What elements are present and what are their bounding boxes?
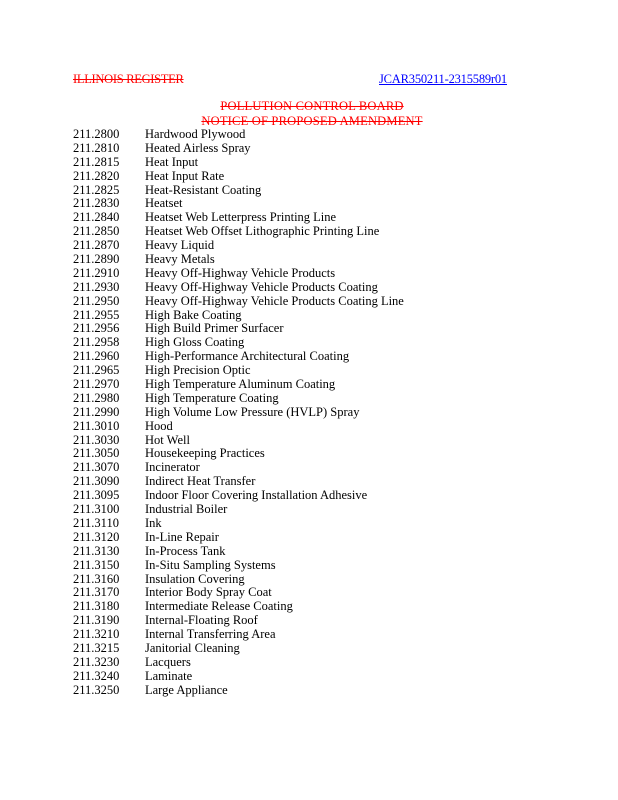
section-number: 211.2850 xyxy=(73,224,120,239)
section-term: Hood xyxy=(145,418,173,433)
list-item xyxy=(73,475,404,489)
section-term: Indoor Floor Covering Installation Adhesive xyxy=(145,488,368,503)
section-number: 211.2840 xyxy=(73,210,120,225)
list-item xyxy=(73,656,404,670)
list-item xyxy=(73,684,404,698)
section-number: 211.3110 xyxy=(73,515,119,530)
section-number: 211.2815 xyxy=(73,154,120,169)
list-item xyxy=(73,281,404,295)
section-number: 211.2956 xyxy=(73,321,120,336)
section-number: 211.3250 xyxy=(73,682,120,697)
section-term: Incinerator xyxy=(145,460,200,475)
section-number: 211.2958 xyxy=(73,335,120,350)
list-item xyxy=(73,336,404,350)
section-term: High Temperature Coating xyxy=(145,390,279,405)
section-number: 211.2950 xyxy=(73,293,120,308)
section-term: Heated Airless Spray xyxy=(145,140,251,155)
section-term: Indirect Heat Transfer xyxy=(145,474,256,489)
section-number: 211.2810 xyxy=(73,140,120,155)
section-term: High Gloss Coating xyxy=(145,335,245,350)
section-number: 211.3180 xyxy=(73,599,120,614)
section-term: Heavy Off-Highway Vehicle Products Coating Line xyxy=(145,293,404,308)
section-number: 211.3095 xyxy=(73,488,120,503)
section-number: 211.3230 xyxy=(73,654,120,669)
section-number: 211.3090 xyxy=(73,474,120,489)
section-number: 211.2825 xyxy=(73,182,120,197)
list-item xyxy=(73,211,404,225)
list-item xyxy=(73,559,404,573)
list-item xyxy=(73,614,404,628)
list-item xyxy=(73,420,404,434)
list-item xyxy=(73,364,404,378)
list-item xyxy=(73,461,404,475)
section-term: Ink xyxy=(145,515,162,530)
section-term: High Build Primer Surfacer xyxy=(145,321,284,336)
section-term: In-Line Repair xyxy=(145,529,219,544)
section-list xyxy=(73,128,404,698)
section-term: Industrial Boiler xyxy=(145,502,228,517)
list-item xyxy=(73,253,404,267)
list-item xyxy=(73,503,404,517)
list-item xyxy=(73,642,404,656)
section-term: Heavy Liquid xyxy=(145,238,215,253)
section-number: 211.3050 xyxy=(73,446,120,461)
list-item xyxy=(73,489,404,503)
list-item xyxy=(73,295,404,309)
section-term: In-Process Tank xyxy=(145,543,226,558)
list-item xyxy=(73,197,404,211)
section-number: 211.3215 xyxy=(73,640,120,655)
board-title: POLLUTION CONTROL BOARD xyxy=(220,99,404,113)
section-term: Heatset Web Letterpress Printing Line xyxy=(145,210,337,225)
section-number: 211.2965 xyxy=(73,363,120,378)
list-item xyxy=(73,378,404,392)
list-item xyxy=(73,322,404,336)
section-number: 211.2990 xyxy=(73,404,120,419)
list-item xyxy=(73,156,404,170)
list-item xyxy=(73,392,404,406)
section-number: 211.2910 xyxy=(73,265,120,280)
section-term: Heavy Off-Highway Vehicle Products Coating xyxy=(145,279,378,294)
section-term: Heavy Off-Highway Vehicle Products xyxy=(145,265,336,280)
section-term: High Precision Optic xyxy=(145,363,251,378)
section-number: 211.3010 xyxy=(73,418,120,433)
list-item xyxy=(73,545,404,559)
register-header: ILLINOIS REGISTER xyxy=(73,72,184,86)
section-number: 211.3070 xyxy=(73,460,120,475)
section-number: 211.3170 xyxy=(73,585,120,600)
section-number: 211.3240 xyxy=(73,668,120,683)
section-term: Insulation Covering xyxy=(145,571,245,586)
list-item xyxy=(73,447,404,461)
list-item xyxy=(73,531,404,545)
section-term: Janitorial Cleaning xyxy=(145,640,240,655)
section-term: Interior Body Spray Coat xyxy=(145,585,272,600)
section-number: 211.2970 xyxy=(73,377,120,392)
document-id-link[interactable]: JCAR350211-2315589r01 xyxy=(379,72,507,86)
section-number: 211.3190 xyxy=(73,613,120,628)
list-item xyxy=(73,628,404,642)
list-item xyxy=(73,670,404,684)
section-term: Heat Input xyxy=(145,154,199,169)
list-item xyxy=(73,309,404,323)
list-item xyxy=(73,573,404,587)
section-term: Housekeeping Practices xyxy=(145,446,265,461)
list-item xyxy=(73,239,404,253)
section-number: 211.2930 xyxy=(73,279,120,294)
list-item xyxy=(73,600,404,614)
section-number: 211.2980 xyxy=(73,390,120,405)
section-term: Heat Input Rate xyxy=(145,168,225,183)
section-term: High Temperature Aluminum Coating xyxy=(145,377,336,392)
list-item xyxy=(73,142,404,156)
section-number: 211.3130 xyxy=(73,543,120,558)
section-number: 211.3100 xyxy=(73,502,120,517)
section-term: Heatset xyxy=(145,196,183,211)
list-item xyxy=(73,434,404,448)
section-number: 211.2820 xyxy=(73,168,120,183)
section-term: High Volume Low Pressure (HVLP) Spray xyxy=(145,404,360,419)
list-item xyxy=(73,406,404,420)
section-number: 211.3030 xyxy=(73,432,120,447)
section-term: In-Situ Sampling Systems xyxy=(145,557,276,572)
section-number: 211.3160 xyxy=(73,571,120,586)
notice-title: NOTICE OF PROPOSED AMENDMENT xyxy=(201,114,423,128)
list-item xyxy=(73,184,404,198)
section-number: 211.2870 xyxy=(73,238,120,253)
section-number: 211.3120 xyxy=(73,529,120,544)
section-number: 211.2800 xyxy=(73,127,120,141)
section-number: 211.2890 xyxy=(73,252,120,267)
section-number: 211.2960 xyxy=(73,349,120,364)
section-number: 211.2830 xyxy=(73,196,120,211)
list-item xyxy=(73,128,404,142)
section-term: Intermediate Release Coating xyxy=(145,599,293,614)
section-term: Large Appliance xyxy=(145,682,228,697)
section-term: Hardwood Plywood xyxy=(145,127,246,141)
section-term: Internal Transferring Area xyxy=(145,627,276,642)
section-term: Heavy Metals xyxy=(145,252,215,267)
section-term: Heat-Resistant Coating xyxy=(145,182,262,197)
section-number: 211.2955 xyxy=(73,307,120,322)
list-item xyxy=(73,225,404,239)
list-item xyxy=(73,267,404,281)
section-term: Internal-Floating Roof xyxy=(145,613,258,628)
list-item xyxy=(73,350,404,364)
list-item xyxy=(73,170,404,184)
section-term: Heatset Web Offset Lithographic Printing Line xyxy=(145,224,380,239)
section-number: 211.3210 xyxy=(73,627,120,642)
section-term: Hot Well xyxy=(145,432,190,447)
section-term: High Bake Coating xyxy=(145,307,242,322)
list-item xyxy=(73,517,404,531)
section-term: Lacquers xyxy=(145,654,191,669)
section-number: 211.3150 xyxy=(73,557,120,572)
section-term: High-Performance Architectural Coating xyxy=(145,349,350,364)
section-term: Laminate xyxy=(145,668,193,683)
list-item xyxy=(73,586,404,600)
